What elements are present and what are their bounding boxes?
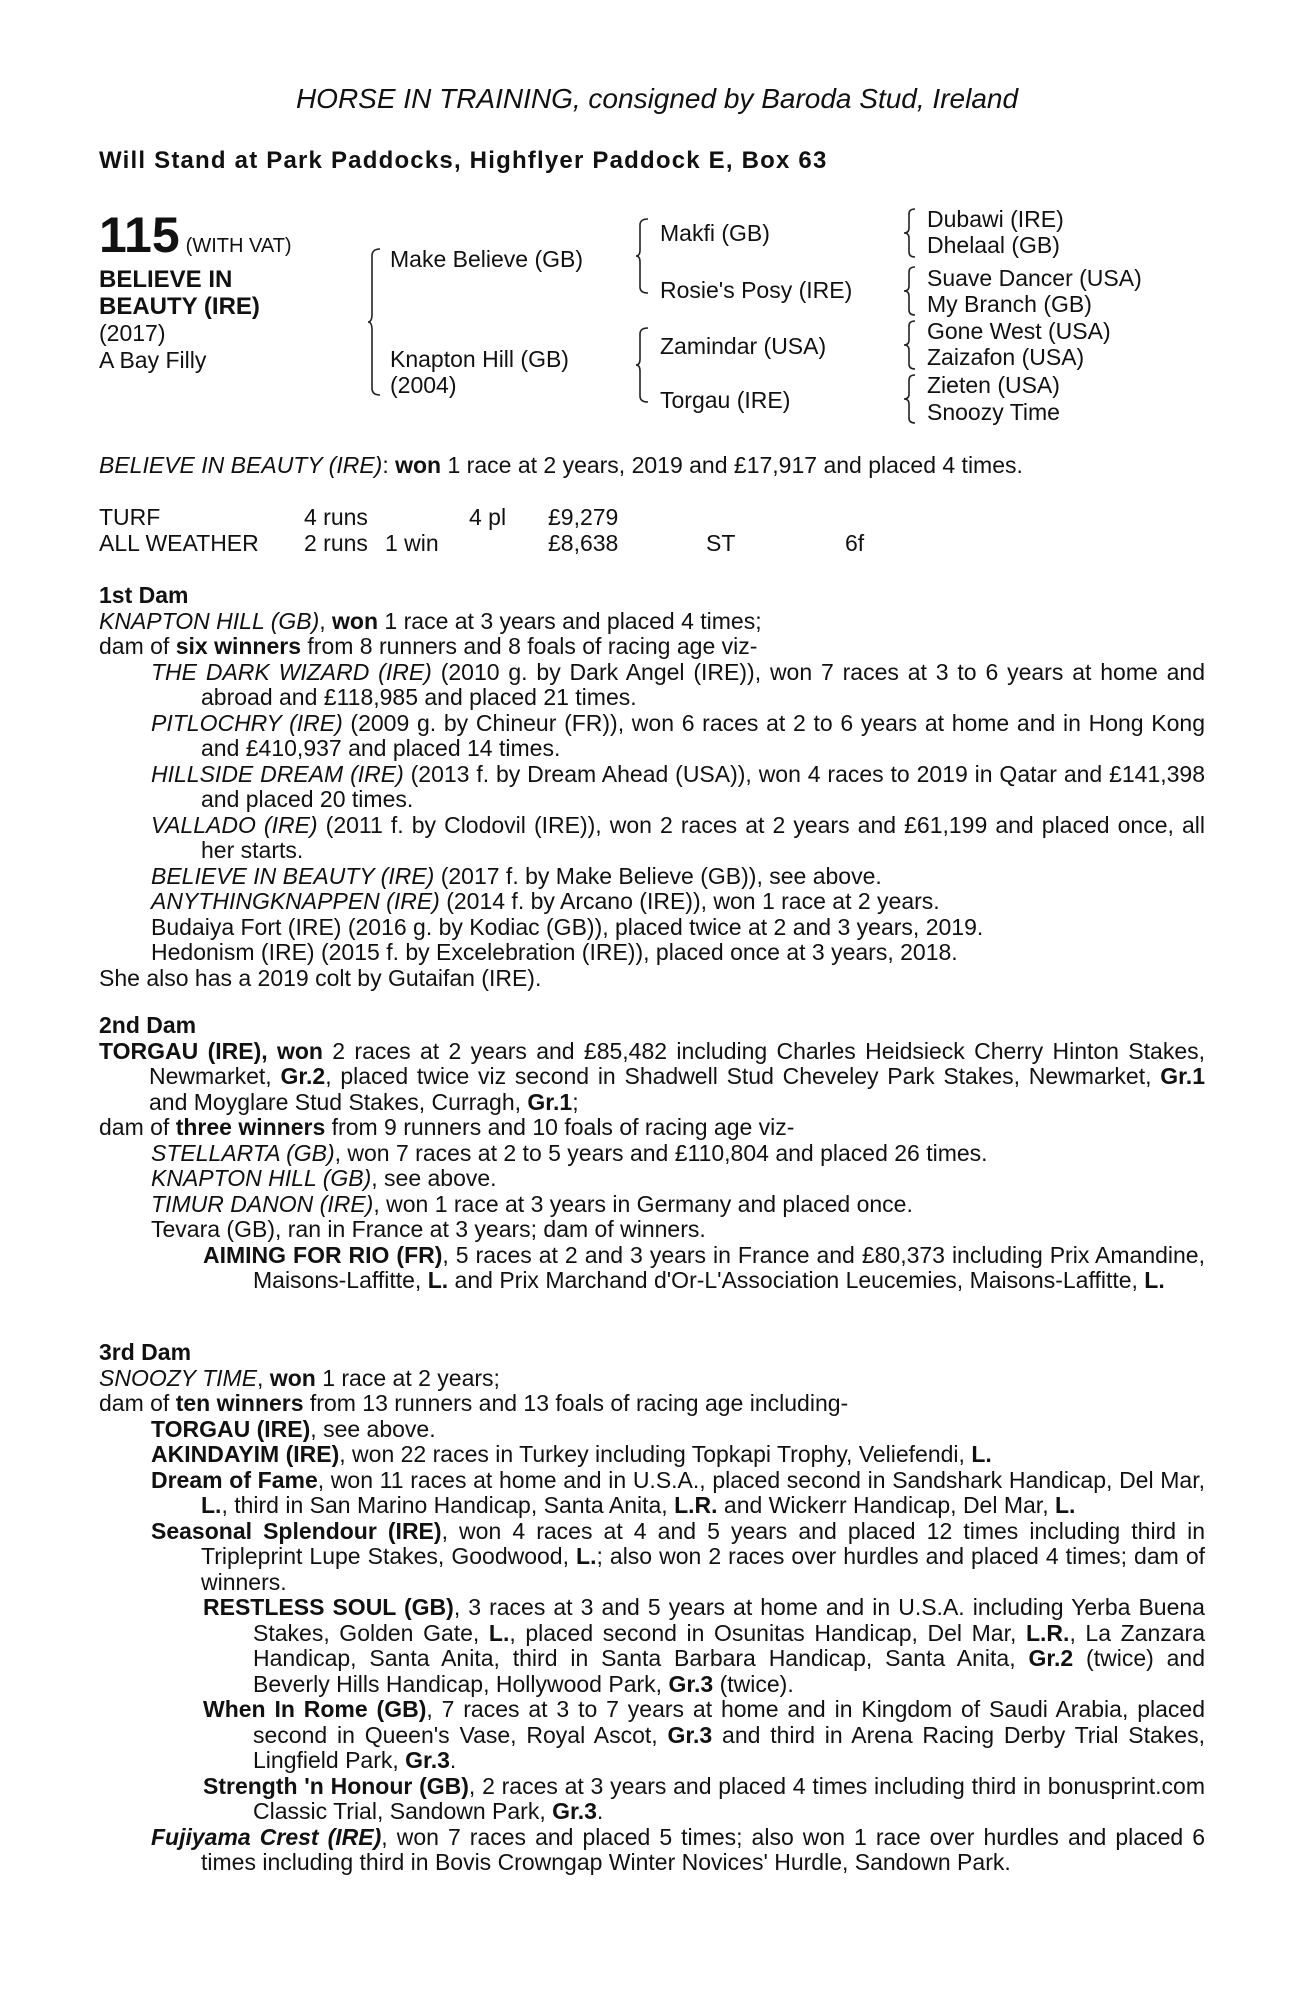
horse-name-block (99, 266, 260, 374)
race-summary (99, 453, 1023, 479)
progeny-name: PITLOCHRY (IRE) (151, 709, 343, 736)
progeny-name: RESTLESS SOUL (GB) (203, 1594, 454, 1620)
grade-badge: L. (201, 1492, 222, 1518)
progeny-name: BELIEVE IN BEAUTY (IRE) (151, 862, 435, 889)
pedigree-g2: Dhelaal (GB) (927, 232, 1060, 258)
pedigree-brace-g3d (904, 374, 916, 424)
progeny-name: Strength 'n Honour (GB) (203, 1772, 469, 1799)
progeny-item (151, 864, 1205, 890)
progeny-name: THE DARK WIZARD (IRE) (151, 658, 432, 685)
progeny-item (151, 711, 1205, 762)
progeny-name: ANYTHINGKNAPPEN (IRE) (151, 888, 440, 914)
progeny-name: KNAPTON HILL (GB) (151, 1165, 372, 1191)
progeny-record: , third in San Marino Handicap, Santa Anita, (221, 1492, 675, 1518)
lot-number: 115 (99, 207, 180, 263)
progeny-name: Fujiyama Crest (IRE) (151, 1823, 382, 1850)
vat-label: (WITH VAT) (185, 235, 292, 257)
pedigree-dam-sire: Zamindar (USA) (660, 333, 827, 359)
grand-progeny-item (203, 1243, 1205, 1294)
first-dam-record: 1 race at 3 years and placed 4 times; (378, 607, 762, 634)
progeny-record: , won 22 races in Turkey including Topkapi Trophy, Veliefendi, (339, 1441, 972, 1467)
third-dam-name: SNOOZY TIME (99, 1364, 258, 1391)
first-dam-section: 1st Dam KNAPTON HILL (GB), won 1 race at 3 years and placed 4 times; dam of six winners from 8 runners and 8 foals of racing age viz- THE DARK WIZARD (IRE) (2010 g. by Dark Angel (IRE)), won 7 races at 3 to 6 years at home and abroad and £118,985 and placed 21 times. PITLOCHRY (IRE) (2009 g. by Chineur (FR)), won 6 races at 2 to 6 years at home and in Hong Kong and £410,937 and placed 14 times. HILLSIDE DREAM (IRE) (2013 f. by Dream Ahead (USA)), won 4 races to 2019 in Qatar and £141,398 and placed 20 times. VALLADO (IRE) (2011 f. by Clodovil (IRE)), won 2 races at 2 years and £61,199 and placed once, all her starts. BELIEVE IN BEAUTY (IRE) (2017 f. by Make Believe (GB)), see above. ANYTHINGKNAPPEN (IRE) (2014 f. by Arcano (IRE)), won 1 race at 2 years. Budaiya Fort (IRE) (2016 g. by Kodiac (GB)), placed twice at 2 and 3 years, 2019. Hedonism (IRE) (2015 f. by Excelebration (IRE)), placed once at 3 years, 2018. She also has a 2019 colt by Gutaifan (IRE). (99, 582, 1206, 991)
pedigree-brace-gen1 (368, 248, 382, 396)
grand-progeny-item (203, 1595, 1205, 1697)
pedigree-g4: My Branch (GB) (927, 291, 1092, 317)
first-dam-name: KNAPTON HILL (GB) (99, 607, 320, 634)
progeny-item (151, 1166, 1205, 1192)
third-dam-won: won (269, 1364, 316, 1391)
progeny-record: , 7 races at 3 to 7 years at home and in Kingdom of Saudi Arabia, placed second in Queen's Vase, Royal Ascot, (253, 1696, 1205, 1748)
grade-badge: Gr.3 (405, 1747, 450, 1773)
summary-rest: 1 race at 2 years, 2019 and £17,917 and placed 4 times. (441, 452, 1023, 478)
grand-progeny-item (203, 1697, 1205, 1774)
progeny-record: , won 4 races at 4 and 5 years and placed 12 times including third in Tripleprint Lupe Stakes, Goodwood, (201, 1517, 1206, 1569)
progeny-item (151, 1192, 1205, 1218)
first-dam-won: won (332, 607, 379, 634)
progeny-record: (2013 f. by Dream Ahead (USA)), won 4 races to 2019 in Qatar and £141,398 and placed 20 times. (201, 760, 1206, 812)
progeny-record: ; also won 2 races over hurdles and placed 4 times; dam of winners. (201, 1543, 1205, 1595)
progeny-item: Tevara (GB), ran in France at 3 years; dam of winners. (151, 1216, 706, 1242)
grade-badge: L. (1054, 1492, 1076, 1518)
progeny-record: (2009 g. by Chineur (FR)), won 6 races at 2 to 6 years at home and in Hong Kong and £410,937 and placed 14 times. (201, 709, 1206, 761)
progeny-record: , 5 races at 2 and 3 years in France and £80,373 including Prix Amandine, Maisons-Laffitte, (253, 1241, 1205, 1293)
progeny-record: . (449, 1747, 457, 1773)
grade-badge: L. (488, 1619, 510, 1646)
progeny-record: (twice) and Beverly Hills Handicap, Hollywood Park, (253, 1645, 1205, 1697)
record-turf-runs: 4 runs (304, 504, 368, 530)
record-aw-runs: 2 runs (304, 530, 368, 556)
first-dam-note: She also has a 2019 colt by Gutaifan (IRE). (99, 964, 542, 991)
record-turf-placed: 4 pl (469, 504, 507, 530)
progeny-item (151, 1825, 1205, 1876)
pedigree-sire: Make Believe (GB) (390, 246, 584, 272)
pedigree-sire-sire: Makfi (GB) (660, 220, 770, 246)
progeny-name: TIMUR DANON (IRE) (151, 1190, 374, 1217)
grade-badge: L. (427, 1267, 449, 1293)
summary-horse-name: BELIEVE IN BEAUTY (IRE) (99, 452, 383, 478)
second-dam-text: 2 races at 2 years and £85,482 including Charles Heidsieck Cherry Hinton Stakes, Newmarket, (149, 1037, 1206, 1089)
pedigree-g6: Zaizafon (USA) (927, 344, 1085, 370)
first-dam-of-c: from 8 runners and 8 foals of racing age viz- (301, 633, 758, 659)
record-aw-distance: 6f (845, 530, 865, 556)
progeny-record: and third in Arena Racing Derby Trial Stakes, Lingfield Park, (253, 1721, 1205, 1773)
progeny-record: , 3 races at 3 and 5 years at home and in U.S.A. including Yerba Buena Stakes, Golden Gate, (253, 1594, 1205, 1646)
horse-name-line2: BEAUTY (IRE) (99, 293, 260, 320)
summary-won: won (395, 452, 442, 478)
progeny-item (151, 1141, 1205, 1167)
pedigree-dam-year: (2004) (390, 372, 457, 398)
third-dam-title: 3rd Dam (99, 1339, 192, 1365)
pedigree-brace-dam (636, 327, 650, 403)
first-dam-winners-count: six winners (175, 633, 301, 659)
progeny-record: , won 1 race at 3 years in Germany and placed once. (373, 1190, 913, 1217)
progeny-item (151, 762, 1205, 813)
progeny-record: , see above. (310, 1415, 436, 1442)
record-aw-wins: 1 win (385, 530, 439, 556)
progeny-item (151, 813, 1205, 864)
progeny-record: and Wickerr Handicap, Del Mar, (717, 1492, 1055, 1518)
progeny-name: VALLADO (IRE) (151, 811, 318, 838)
grade-badge: Gr.1 (527, 1088, 573, 1115)
grade-badge: Gr.1 (1160, 1063, 1205, 1089)
progeny-item (151, 660, 1205, 711)
horse-year: (2017) (99, 320, 166, 346)
progeny-record: (2014 f. by Arcano (IRE)), won 1 race at 2 years. (439, 888, 940, 914)
second-dam-name: TORGAU (IRE) (99, 1037, 262, 1064)
third-dam-of-c: from 13 runners and 13 foals of racing age including- (303, 1390, 849, 1416)
grade-badge: L. (1144, 1267, 1165, 1293)
progeny-name: TORGAU (IRE) (151, 1415, 311, 1442)
second-dam-title: 2nd Dam (99, 1012, 197, 1038)
progeny-record: (twice). (713, 1670, 794, 1697)
progeny-record: , La Zanzara Handicap, Santa Anita, third in Santa Barbara Handicap, Santa Anita, (253, 1619, 1205, 1671)
progeny-record: , won 7 races at 2 to 5 years and £110,804 and placed 26 times. (334, 1139, 988, 1166)
progeny-item (151, 889, 1205, 915)
horse-name-line1: BELIEVE IN (99, 266, 233, 293)
progeny-item (151, 1468, 1205, 1519)
record-turf-surface: TURF (99, 504, 161, 530)
horse-description: A Bay Filly (99, 347, 207, 373)
progeny-name: STELLARTA (GB) (151, 1139, 335, 1166)
grade-badge: Gr.2 (1028, 1645, 1074, 1671)
progeny-name: When In Rome (GB) (203, 1696, 427, 1722)
pedigree-g3: Suave Dancer (USA) (927, 265, 1142, 291)
second-dam-text: ; (572, 1088, 579, 1115)
progeny-record: and Prix Marchand d'Or-L'Association Leucemies, Maisons-Laffitte, (448, 1267, 1145, 1293)
progeny-item: Hedonism (IRE) (2015 f. by Excelebration (IRE)), placed once at 3 years, 2018. (151, 939, 958, 965)
pedigree-brace-g3a (904, 208, 916, 258)
grade-badge: L. (576, 1543, 597, 1569)
pedigree-brace-g3b (904, 266, 916, 316)
page-title: HORSE IN TRAINING, consigned by Baroda Stud, Ireland (295, 83, 1019, 114)
first-dam-title: 1st Dam (99, 582, 189, 608)
grade-badge: L.R. (674, 1492, 718, 1518)
pedigree-brace-sire (636, 218, 650, 294)
pedigree-g1: Dubawi (IRE) (927, 206, 1064, 232)
grade-badge: L.R. (1025, 1619, 1070, 1646)
progeny-name: AKINDAYIM (IRE) (151, 1441, 340, 1467)
stand-location: Will Stand at Park Paddocks, Highflyer Paddock E, Box 63 (99, 147, 828, 174)
progeny-item: Budaiya Fort (IRE) (2016 g. by Kodiac (GB)), placed twice at 2 and 3 years, 2019. (151, 913, 984, 940)
second-dam-won: , won (261, 1037, 323, 1064)
second-dam-winners-count: three winners (175, 1114, 326, 1140)
grand-progeny-item (203, 1774, 1205, 1825)
lot-number-block (99, 207, 292, 263)
progeny-item (151, 1442, 1205, 1468)
third-dam-of-a: dam of (99, 1390, 176, 1416)
progeny-item (151, 1519, 1205, 1596)
progeny-record: , placed second in Osunitas Handicap, Del Mar, (509, 1619, 1026, 1646)
progeny-record: (2010 g. by Dark Angel (IRE)), won 7 races at 3 to 6 years at home and abroad and £118,985 and placed 21 times. (201, 658, 1205, 710)
pedigree-g7: Zieten (USA) (927, 372, 1060, 398)
grade-badge: Gr.3 (552, 1798, 597, 1824)
progeny-record: , won 7 races and placed 5 times; also won 1 race over hurdles and placed 6 times including third in Bovis Crowngap Winter Novices' Hurdle, Sandown Park. (201, 1823, 1205, 1875)
summary-colon: : (382, 452, 389, 478)
progeny-record: , 2 races at 3 years and placed 4 times including third in bonusprint.com Classic Trial, Sandown Park, (253, 1772, 1205, 1824)
grade-badge: Gr.3 (667, 1721, 713, 1748)
progeny-name: Seasonal Splendour (IRE) (151, 1517, 442, 1544)
third-dam-section: 3rd Dam SNOOZY TIME, won 1 race at 2 years; dam of ten winners from 13 runners and 13 foals of racing age including- TORGAU (IRE), see above. AKINDAYIM (IRE), won 22 races in Turkey including Topkapi Trophy, Veliefendi, L. Dream of Fame, won 11 races at home and in U.S.A., placed second in Sandshark Handicap, Del Mar, L., third in San Marino Handicap, Santa Anita, L.R. and Wickerr Handicap, Del Mar, L. Seasonal Splendour (IRE), won 4 races at 4 and 5 years and placed 12 times including third in Tripleprint Lupe Stakes, Goodwood, L.; also won 2 races over hurdles and placed 4 times; dam of winners. RESTLESS SOUL (GB), 3 races at 3 and 5 years at home and in U.S.A. including Yerba Buena Stakes, Golden Gate, L., placed second in Osunitas Handicap, Del Mar, L.R., La Zanzara Handicap, Santa Anita, third in Santa Barbara Handicap, Santa Anita, Gr.2 (twice) and Beverly Hills Handicap, Hollywood Park, Gr.3 (twice). When In Rome (GB), 7 races at 3 to 7 years at home and in Kingdom of Saudi Arabia, placed second in Queen's Vase, Royal Ascot, Gr.3 and third in Arena Racing Derby Trial Stakes, Lingfield Park, Gr.3. Strength 'n Honour (GB), 2 races at 3 years and placed 4 times including third in bonusprint.com Classic Trial, Sandown Park, Gr.3. Fujiyama Crest (IRE), won 7 races and placed 5 times; also won 1 race over hurdles and placed 6 times including third in Bovis Crowngap Winter Novices' Hurdle, Sandown Park. (99, 1339, 1206, 1875)
record-aw-surface: ALL WEATHER (99, 530, 259, 556)
record-turf-earnings: £9,279 (548, 504, 619, 530)
pedigree-dam: Knapton Hill (GB) (390, 346, 569, 372)
second-dam-text: , placed twice viz second in Shadwell Stud Cheveley Park Stakes, Newmarket, (325, 1063, 1161, 1089)
second-dam-section (99, 1013, 1205, 1294)
progeny-item (151, 1417, 1205, 1443)
pedigree-dam-dam: Torgau (IRE) (660, 387, 791, 413)
record-aw-type: ST (706, 530, 736, 556)
pedigree-sire-dam: Rosie's Posy (IRE) (660, 277, 853, 303)
progeny-name: HILLSIDE DREAM (IRE) (151, 760, 404, 787)
progeny-name: Dream of Fame (151, 1466, 318, 1493)
record-aw-earnings: £8,638 (548, 530, 619, 556)
progeny-name: AIMING FOR RIO (FR) (203, 1241, 443, 1268)
pedigree-g8: Snoozy Time (927, 399, 1060, 425)
progeny-record: (2017 f. by Make Believe (GB)), see above. (434, 862, 882, 889)
grade-badge: Gr.2 (280, 1063, 326, 1089)
grade-badge: Gr.3 (668, 1670, 714, 1697)
progeny-record: . (596, 1798, 604, 1824)
pedigree-brace-g3c (904, 320, 916, 370)
pedigree-g5: Gone West (USA) (927, 318, 1111, 344)
second-dam-text: and Moyglare Stud Stakes, Curragh, (149, 1088, 528, 1115)
second-dam-of-c: from 9 runners and 10 foals of racing age viz- (325, 1114, 795, 1140)
third-dam-record: 1 race at 2 years; (315, 1364, 500, 1391)
grade-badge: L. (971, 1441, 992, 1467)
first-dam-of-a: dam of (99, 633, 176, 659)
third-dam-winners-count: ten winners (175, 1390, 304, 1416)
progeny-record: (2011 f. by Clodovil (IRE)), won 2 races at 2 years and £61,199 and placed once, all her starts. (201, 811, 1205, 863)
progeny-record: , won 11 races at home and in U.S.A., placed second in Sandshark Handicap, Del Mar, (317, 1466, 1205, 1493)
second-dam-of-a: dam of (99, 1114, 176, 1140)
progeny-record: , see above. (371, 1165, 497, 1191)
